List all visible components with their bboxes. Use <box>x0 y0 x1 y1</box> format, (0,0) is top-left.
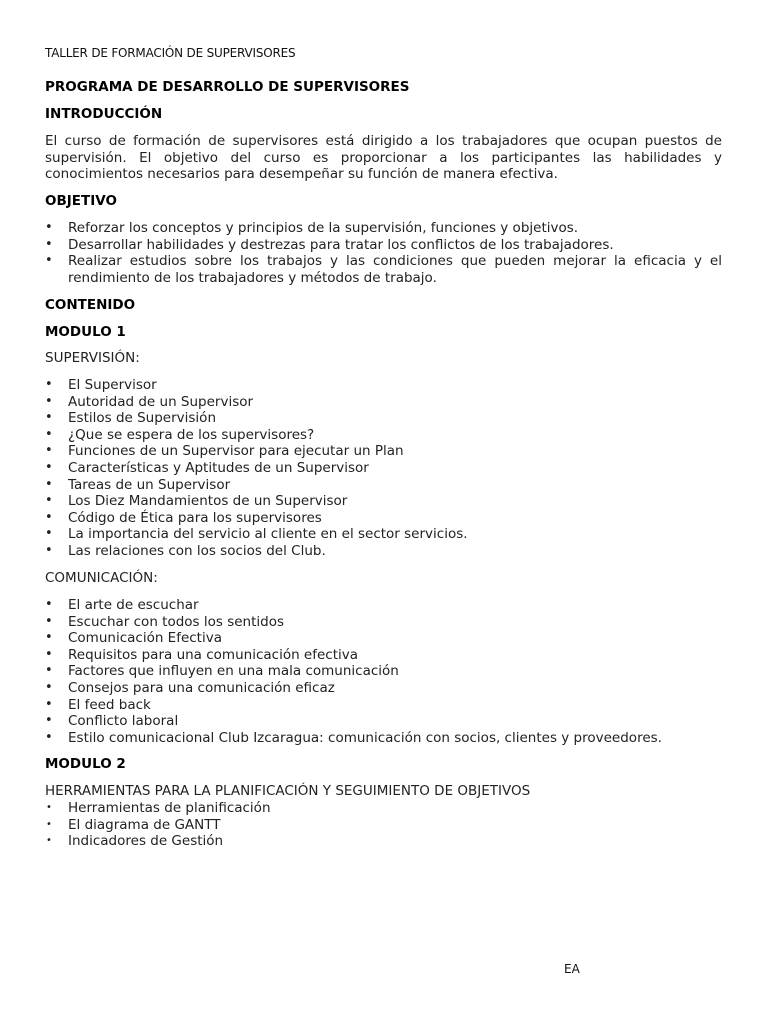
list-item <box>45 394 722 411</box>
supervision-list <box>45 377 722 560</box>
bullet-icon: • <box>45 646 53 662</box>
list-item <box>45 220 722 237</box>
comunicacion-list <box>45 597 722 746</box>
objetivo-list <box>45 220 722 286</box>
list-item-text: ¿Que se espera de los supervisores? <box>68 426 315 443</box>
bullet-icon: • <box>45 526 53 542</box>
list-item-text: Comunicación Efectiva <box>68 630 222 647</box>
list-item-text: Código de Ética para los supervisores <box>68 509 322 526</box>
bullet-icon: • <box>45 613 53 629</box>
bullet-icon: • <box>45 443 53 459</box>
list-item-text: Tareas de un Supervisor <box>68 476 231 493</box>
list-item-text: Funciones de un Supervisor para ejecutar un Plan <box>68 443 404 460</box>
list-item-text: Realizar estudios sobre los trabajos y las condiciones que pueden mejorar la eficacia y el rendimiento de los trabajadores y métodos de trabajo. <box>68 253 722 286</box>
list-item <box>45 730 722 747</box>
list-item-text: La importancia del servicio al cliente en el sector servicios. <box>68 526 468 543</box>
document-title: PROGRAMA DE DESARROLLO DE SUPERVISORES <box>45 79 410 95</box>
list-item <box>45 460 722 477</box>
list-item-text: Factores que influyen en una mala comunicación <box>68 663 399 680</box>
list-item <box>45 713 722 730</box>
bullet-icon: • <box>45 542 53 558</box>
list-item <box>45 427 722 444</box>
list-item <box>45 697 722 714</box>
list-item <box>45 410 722 427</box>
list-item-text: Las relaciones con los socios del Club. <box>68 542 326 559</box>
bullet-icon: • <box>45 220 53 235</box>
list-item-text: El Supervisor <box>68 377 157 393</box>
list-item <box>45 526 722 543</box>
comunicacion-label: COMUNICACIÓN: <box>45 570 158 586</box>
list-item <box>45 543 722 560</box>
bullet-icon: • <box>45 410 53 426</box>
list-item-text: Requisitos para una comunicación efectiva <box>68 646 359 663</box>
list-item <box>45 614 722 631</box>
modulo2-heading: MODULO 2 <box>45 756 126 772</box>
bullet-icon: • <box>45 509 53 525</box>
list-item-text: Consejos para una comunicación eficaz <box>68 679 335 696</box>
list-item-text: Los Diez Mandamientos de un Supervisor <box>68 493 348 510</box>
list-item-text: Indicadores de Gestión <box>68 833 224 850</box>
list-item <box>45 630 722 647</box>
list-item <box>45 477 722 494</box>
bullet-icon: • <box>45 630 53 646</box>
bullet-icon: • <box>46 818 52 830</box>
list-item-text: Características y Aptitudes de un Supervisor <box>68 459 369 476</box>
list-item <box>45 510 722 527</box>
bullet-icon: • <box>46 835 52 847</box>
bullet-icon: • <box>45 597 53 612</box>
contenido-heading: CONTENIDO <box>45 297 136 313</box>
bullet-icon: • <box>45 696 53 712</box>
bullet-icon: • <box>45 713 53 729</box>
list-item-text: Escuchar con todos los sentidos <box>68 613 285 630</box>
list-item <box>45 253 722 286</box>
list-item <box>45 377 722 394</box>
bullet-icon: • <box>45 393 53 409</box>
intro-heading: INTRODUCCIÓN <box>45 106 163 122</box>
modulo2-list <box>45 800 722 850</box>
modulo1-heading: MODULO 1 <box>45 324 126 340</box>
list-item <box>45 833 722 850</box>
list-item-text: Estilos de Supervisión <box>68 410 216 427</box>
list-item-text: Herramientas de planificación <box>68 800 271 816</box>
list-item-text: Estilo comunicacional Club Izcaragua: comunicación con socios, clientes y proveedores. <box>68 729 662 746</box>
list-item-text: El feed back <box>68 696 151 713</box>
supervision-label: SUPERVISIÓN: <box>45 350 140 366</box>
list-item-text: Reforzar los conceptos y principios de la supervisión, funciones y objetivos. <box>68 220 579 236</box>
list-item <box>45 680 722 697</box>
bullet-icon: • <box>45 476 53 492</box>
bullet-icon: • <box>45 426 53 442</box>
bullet-icon: • <box>45 236 53 252</box>
bullet-icon: • <box>45 729 53 745</box>
bullet-icon: • <box>46 802 52 813</box>
modulo2-label: HERRAMIENTAS PARA LA PLANIFICACIÓN Y SEGUIMIENTO DE OBJETIVOS <box>45 783 531 799</box>
list-item <box>45 237 722 254</box>
list-item <box>45 663 722 680</box>
document-header: TALLER DE FORMACIÓN DE SUPERVISORES <box>45 46 296 60</box>
list-item <box>45 800 722 817</box>
list-item <box>45 443 722 460</box>
list-item <box>45 493 722 510</box>
list-item <box>45 597 722 614</box>
bullet-icon: • <box>45 377 53 392</box>
list-item-text: Autoridad de un Supervisor <box>68 393 254 410</box>
bullet-icon: • <box>45 663 53 679</box>
list-item <box>45 647 722 664</box>
list-item-text: Conflicto laboral <box>68 713 179 730</box>
bullet-icon: • <box>45 253 53 269</box>
list-item <box>45 817 722 834</box>
list-item-text: Desarrollar habilidades y destrezas para tratar los conflictos de los trabajadores. <box>68 236 614 253</box>
list-item-text: El diagrama de GANTT <box>68 816 221 833</box>
bullet-icon: • <box>45 493 53 509</box>
list-item-text: El arte de escuchar <box>68 597 199 613</box>
document-footer: EA <box>564 962 580 976</box>
intro-paragraph: El curso de formación de supervisores está dirigido a los trabajadores que ocupan puestos de supervisión. El objetivo del curso es proporcionar a los participantes las habilidades y conocimientos necesarios para desempeñar su función de manera efectiva. <box>45 133 722 183</box>
bullet-icon: • <box>45 679 53 695</box>
objetivo-heading: OBJETIVO <box>45 193 117 209</box>
bullet-icon: • <box>45 459 53 475</box>
